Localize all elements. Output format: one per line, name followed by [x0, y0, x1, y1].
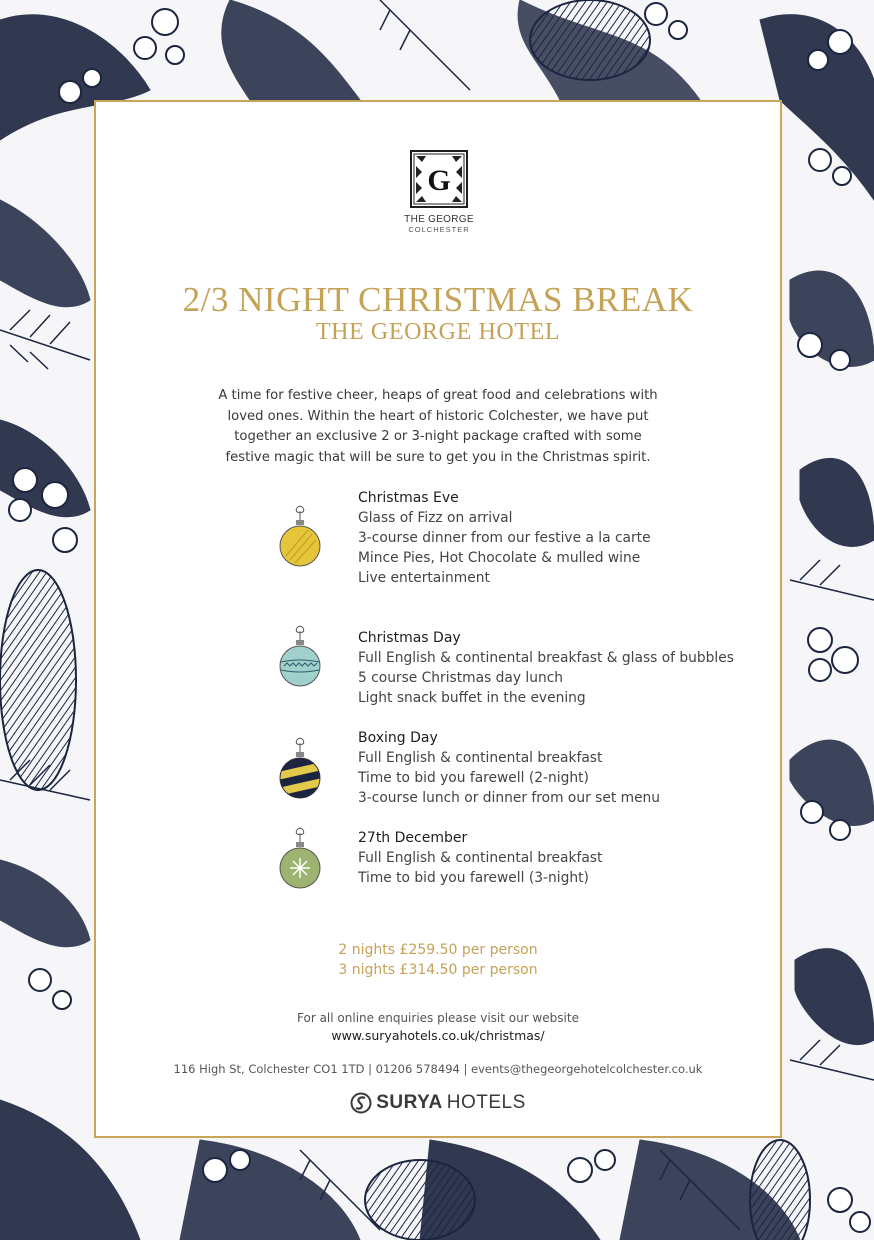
teal-bauble-icon: [278, 624, 322, 690]
price-3-nights: 3 nights £314.50 per person: [338, 962, 538, 978]
intro-line: A time for festive cheer, heaps of great food and celebrations with: [218, 388, 658, 403]
page-title: 2/3 NIGHT CHRISTMAS BREAK: [182, 280, 694, 319]
day-title: 27th December: [358, 830, 468, 846]
december-27-section: [358, 828, 778, 888]
intro-paragraph: [188, 386, 688, 468]
day-item: Full English & continental breakfast & glass of bubbles: [358, 650, 734, 666]
brand-name-bold: SURYA: [376, 1092, 443, 1113]
svg-text:G: G: [427, 164, 451, 197]
day-item: Time to bid you farewell (2-night): [358, 770, 589, 786]
day-item: 3-course dinner from our festive a la carte: [358, 530, 651, 546]
christmas-eve-section: [358, 488, 778, 588]
page-subtitle: THE GEORGE HOTEL: [315, 319, 561, 345]
day-item: Mince Pies, Hot Chocolate & mulled wine: [358, 550, 641, 566]
day-item: Time to bid you farewell (3-night): [358, 870, 589, 886]
enquiry-text: For all online enquiries please visit our website: [297, 1011, 579, 1025]
contact-details: 116 High St, Colchester CO1 1TD | 01206 578494 | events@thegeorgehotelcolchester.co.uk: [173, 1062, 703, 1076]
navy-striped-bauble-icon: [278, 736, 322, 802]
day-item: Full English & continental breakfast: [358, 850, 603, 866]
logo-name: THE GEORGE: [404, 214, 474, 225]
christmas-day-section: [358, 628, 778, 708]
content-card: [94, 100, 782, 1138]
day-title: Christmas Eve: [358, 490, 459, 506]
day-item: Light snack buffet in the evening: [358, 690, 586, 706]
brand-name-light: HOTELS: [446, 1092, 526, 1113]
intro-line: festive magic that will be sure to get you in the Christmas spirit.: [225, 449, 651, 465]
intro-line: loved ones. Within the heart of historic Colchester, we have put: [227, 408, 649, 424]
surya-hotels-logo: [96, 1092, 780, 1116]
day-title: Boxing Day: [358, 730, 438, 746]
day-title: Christmas Day: [358, 630, 461, 646]
green-bauble-icon: [278, 826, 322, 892]
intro-line: together an exclusive 2 or 3-night package crafted with some: [234, 429, 642, 444]
boxing-day-section: [358, 728, 778, 808]
logo-subtitle: COLCHESTER: [408, 225, 470, 234]
yellow-bauble-icon: [278, 504, 322, 570]
day-item: Full English & continental breakfast: [358, 750, 603, 766]
day-item: 3-course lunch or dinner from our set menu: [358, 790, 661, 806]
website-link[interactable]: www.suryahotels.co.uk/christmas/: [331, 1028, 545, 1043]
george-monogram-icon: [410, 150, 468, 208]
price-2-nights: 2 nights £259.50 per person: [338, 942, 538, 958]
george-logo: [400, 150, 478, 234]
day-item: Live entertainment: [358, 570, 490, 586]
day-item: Glass of Fizz on arrival: [358, 510, 513, 526]
surya-swirl-icon: [350, 1092, 372, 1114]
day-item: 5 course Christmas day lunch: [358, 670, 564, 686]
